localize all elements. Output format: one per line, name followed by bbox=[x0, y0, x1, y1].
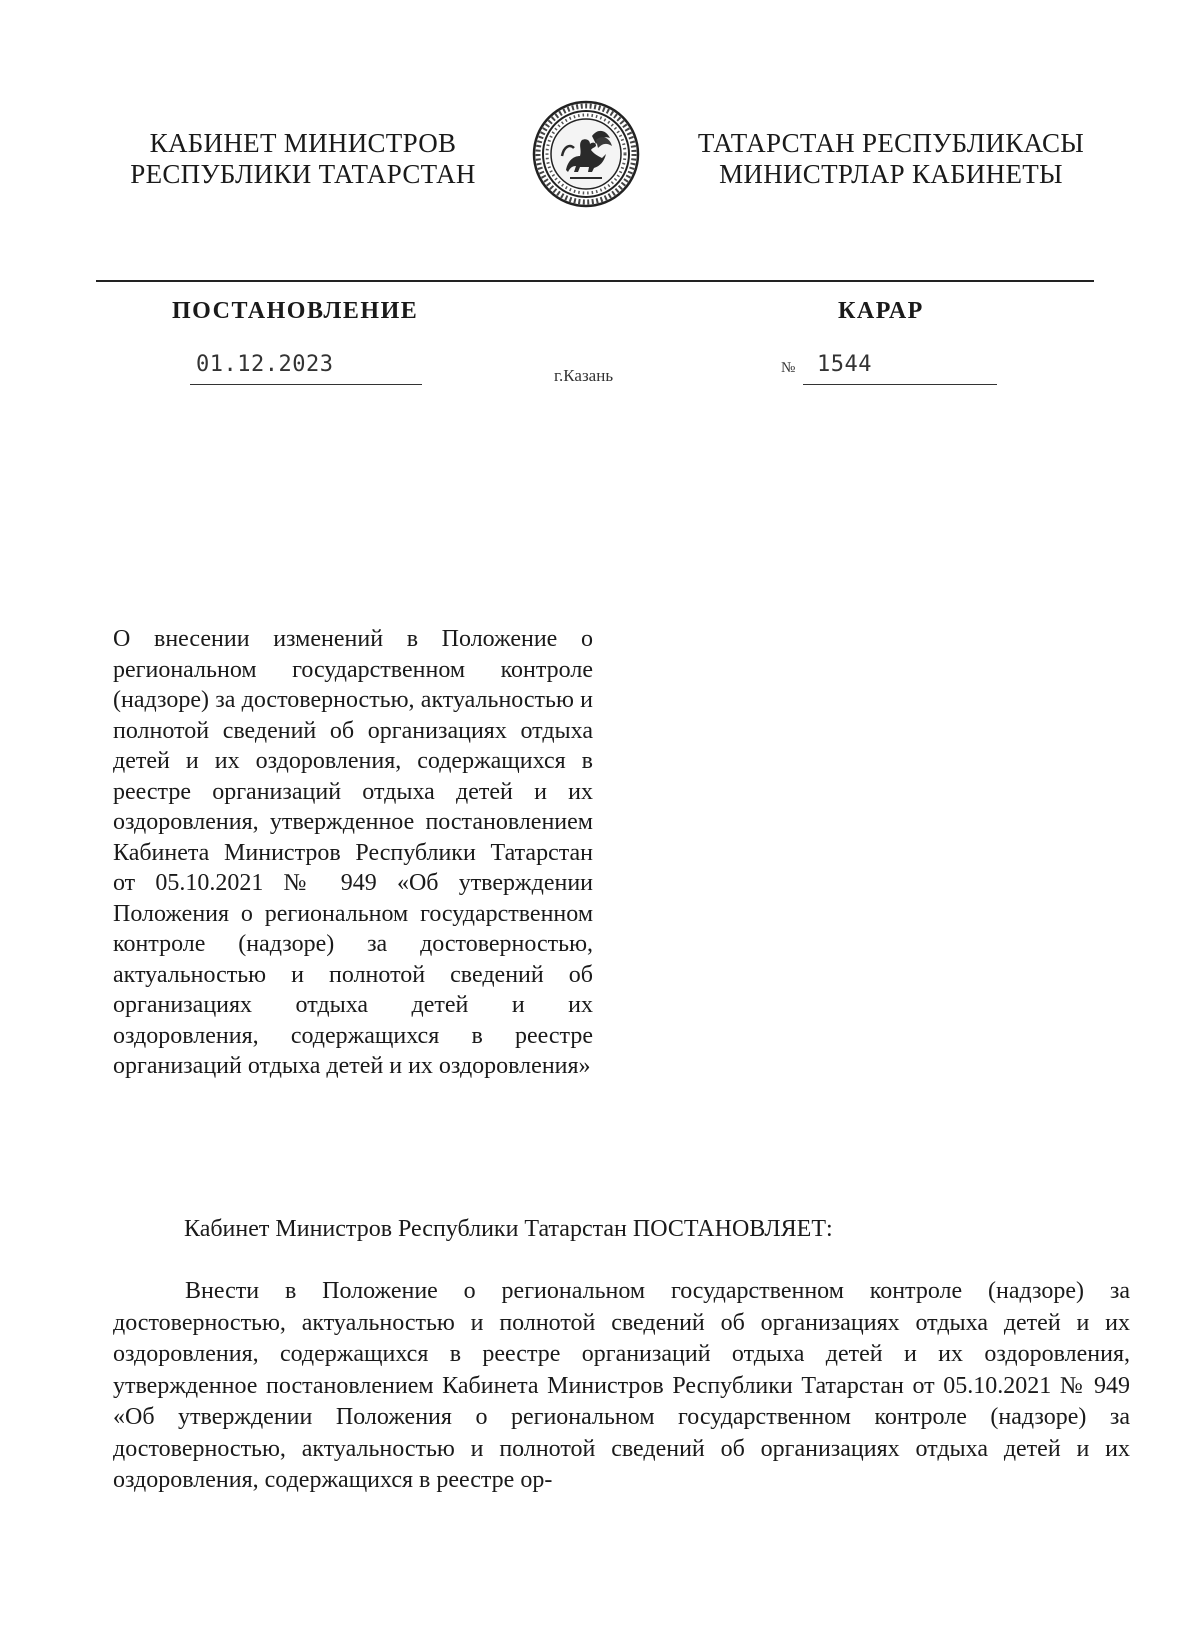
header-left-ru bbox=[118, 128, 488, 190]
header-left-line2: РЕСПУБЛИКИ ТАТАРСТАН bbox=[130, 159, 476, 189]
tatarstan-coat-of-arms-icon bbox=[532, 100, 640, 208]
doc-type-tt: КАРАР bbox=[838, 298, 924, 324]
doc-number: 1544 bbox=[817, 352, 872, 377]
header-right-line2: МИНИСТРЛАР КАБИНЕТЫ bbox=[719, 159, 1063, 189]
number-underline bbox=[803, 384, 997, 385]
header-right-tt bbox=[666, 128, 1116, 190]
doc-city: г.Казань bbox=[554, 366, 614, 385]
date-underline bbox=[190, 384, 422, 385]
doc-type-ru: ПОСТАНОВЛЕНИЕ bbox=[172, 298, 419, 324]
doc-subject: О внесении изменений в Положение о региональном государственном контроле (надзоре) за достоверностью, актуальностью и полнотой сведений об организациях отдыха детей и их оздоровления, содержащихся в реестре организаций отдыха детей и их оздоровления, утвержденное постановлением Кабинета Министров Республики Татарстан от 05.10.2021 № 949 «Об утверждении Положения о региональном государственном контроле (надзоре) за достоверностью, актуальностью и полнотой сведений об организациях отдыха детей и их оздоровления, содержащихся в реестре организаций отдыха детей и их оздоровления» bbox=[113, 626, 593, 1079]
doc-body-paragraph: Внести в Положение о региональном государственном контроле (надзоре) за достоверностью, актуальностью и полнотой сведений об организациях отдыха детей и их оздоровления, содержащихся в реестре организаций отдыха детей и их оздоровления, утвержденное постановлением Кабинета Министров Республики Татарстан от 05.10.2021 № 949 «Об утверждении Положения о региональном государственном контроле (надзоре) за достоверностью, актуальностью и полнотой сведений об организациях отдыха детей и их оздоровления, содержащихся в реестре ор- bbox=[113, 1278, 1130, 1493]
doc-date: 01.12.2023 bbox=[196, 352, 334, 377]
header-divider bbox=[96, 280, 1094, 282]
doc-preamble: Кабинет Министров Республики Татарстан ПОСТАНОВЛЯЕТ: bbox=[184, 1216, 833, 1242]
header-left-line1: КАБИНЕТ МИНИСТРОВ bbox=[149, 128, 457, 158]
number-sign: № bbox=[781, 360, 796, 376]
header-right-line1: ТАТАРСТАН РЕСПУБЛИКАСЫ bbox=[697, 128, 1085, 158]
